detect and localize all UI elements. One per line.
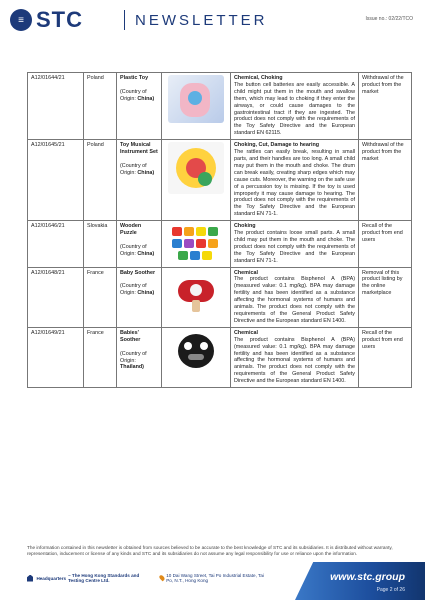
risk-cell — [231, 267, 359, 327]
product-name: Baby Soother — [120, 269, 156, 276]
product-cell — [117, 327, 162, 387]
origin-label: (Country of Origin: — [120, 350, 147, 364]
drum-image-icon — [168, 142, 224, 194]
country: Poland — [84, 73, 117, 140]
product-image-cell — [162, 221, 231, 267]
table-row — [28, 327, 412, 387]
product-name: Plastic Toy — [120, 75, 149, 81]
location-pin-icon — [158, 575, 165, 582]
product-cell — [117, 267, 162, 327]
origin — [120, 351, 158, 372]
risk-cell — [231, 140, 359, 221]
risk-title: Chemical — [234, 329, 258, 336]
address: 10 Dai Wang Street, Tai Po Industrial Estate, Tai Po, N.T., Hong Kong — [166, 573, 264, 583]
product-image-cell — [162, 140, 231, 221]
origin — [120, 244, 158, 258]
risk-title: Chemical — [234, 269, 258, 276]
product-image-cell — [162, 73, 231, 140]
origin — [120, 89, 158, 103]
logo-mark-icon: ≡ — [10, 9, 32, 31]
newsletter-title: NEWSLETTER — [135, 12, 268, 29]
country: Slovakia — [84, 221, 117, 267]
risk-title: Choking, Cut, Damage to hearing — [234, 142, 320, 149]
product-cell — [117, 73, 162, 140]
country: France — [84, 327, 117, 387]
recall-table — [27, 72, 412, 388]
notification-number: A12/01646/21 — [28, 221, 84, 267]
table-row — [28, 73, 412, 140]
table-row — [28, 221, 412, 267]
hq-name: – The Hong Kong Standards and Testing Centre Ltd. — [68, 573, 140, 583]
origin — [120, 163, 158, 177]
risk-cell — [231, 327, 359, 387]
product-image-cell — [162, 267, 231, 327]
page-number: Page 2 of 26 — [376, 587, 405, 593]
risk-title: Chemical, Choking — [234, 75, 283, 81]
risk-text: The product contains Bisphenol A (BPA) (measured value: 0.1 mg/kg). BPA may damage fertility and has been identified as a substance affecting the hormonal systems of humans and animals. The product does not comply with the requirements of the General Product Safety Directive and the European standard EN 1400. — [234, 276, 355, 324]
puzzle-image-icon — [168, 223, 224, 263]
risk-text: The product contains loose small parts. A small child may put them in the mouth and choke. The product does not comply with the requirements of the Toy Safety Directive and the European standard EN 71-1. — [234, 230, 355, 264]
toy-image-icon — [168, 75, 224, 123]
product-name: Toy Musical Instrument Set — [120, 142, 158, 156]
hq-label: Headquarters — [36, 575, 67, 581]
product-image-cell — [162, 327, 231, 387]
notification-number: A12/01649/21 — [28, 327, 84, 387]
product-cell — [117, 221, 162, 267]
measure: Recall of the product from end users — [359, 327, 412, 387]
risk-text: The product contains Bisphenol A (BPA) (measured value: 0.1 mg/kg). BPA may damage fertility and has been identified as a substance affecting the hormonal systems of humans and animals. The product does not comply with the requirements of the General Product Safety Directive and the European standard EN 1400. — [234, 336, 355, 385]
notification-number: A12/01644/21 — [28, 73, 84, 140]
notification-number: A12/01645/21 — [28, 140, 84, 221]
origin-country: China) — [137, 290, 155, 297]
issue-number: Issue no.: 02/22/TCO — [365, 16, 413, 22]
footer-address-bar — [27, 574, 267, 582]
website-link[interactable]: www.stc.group — [330, 571, 405, 583]
product-name: Babies' Soother — [120, 329, 141, 343]
origin-country: China) — [137, 250, 155, 257]
soother-black-image-icon — [168, 330, 224, 376]
table-row — [28, 267, 412, 327]
newsletter-header — [0, 0, 425, 38]
origin-country: China) — [137, 95, 155, 102]
risk-cell — [231, 221, 359, 267]
origin-country: China) — [137, 169, 155, 176]
notification-number: A12/01648/21 — [28, 267, 84, 327]
measure: Withdrawal of the product from the market — [359, 140, 412, 221]
stc-logo — [10, 9, 83, 31]
risk-cell — [231, 73, 359, 140]
footer — [0, 562, 425, 600]
measure: Withdrawal of the product from the market — [359, 73, 412, 140]
origin — [120, 283, 158, 297]
logo-text: STC — [36, 7, 83, 32]
country: France — [84, 267, 117, 327]
risk-text: The rattles can easily break, resulting in small parts, and their handles are too long. A small child may put them in the mouth and choke. The drum can break easily, creating sharp edges which may cause cuts. Moreover, the warning on the safe use of a percussion toy is missing. If the toy is used improperly it may cause damage to hearing. The product does not comply with the requirements of the Toy Safety Directive and the European standard EN 71-1. — [234, 149, 355, 218]
disclaimer: The information contained in this newsletter is obtained from sources believed to be accurate to the best knowledge of STC and its subsidiaries. It is distributed without warranty, representation, inducement or license of any kinds and STC and its subsidiaries do not assume any legal responsibility for use or reliance upon the information. — [27, 545, 393, 557]
risk-title: Choking — [234, 223, 256, 230]
measure: Removal of this product listing by the online marketplace — [359, 267, 412, 327]
risk-text: The button cell batteries are easily accessible. A child might put them in the mouth and swallow them, which may lead to choking if they enter the airways, or could cause damages to the gastrointestinal tract if they are ingested. The product does not comply with the requirements of the Toy Safety Directive and the European standard EN 62115. — [234, 81, 355, 137]
origin-label: (Country of Origin: — [120, 243, 147, 257]
header-divider — [124, 10, 125, 30]
product-cell — [117, 140, 162, 221]
origin-label: (Country of Origin: — [120, 283, 147, 297]
country: Poland — [84, 140, 117, 221]
origin-country: Thailand) — [120, 364, 144, 371]
headquarters-icon — [27, 575, 33, 582]
table-row — [28, 140, 412, 221]
soother-red-image-icon — [168, 270, 224, 318]
origin-label: (Country of Origin: — [120, 88, 147, 102]
origin-label: (Country of Origin: — [120, 162, 147, 176]
measure: Recall of the product from end users — [359, 221, 412, 267]
product-name: Wooden Puzzle — [120, 223, 142, 237]
